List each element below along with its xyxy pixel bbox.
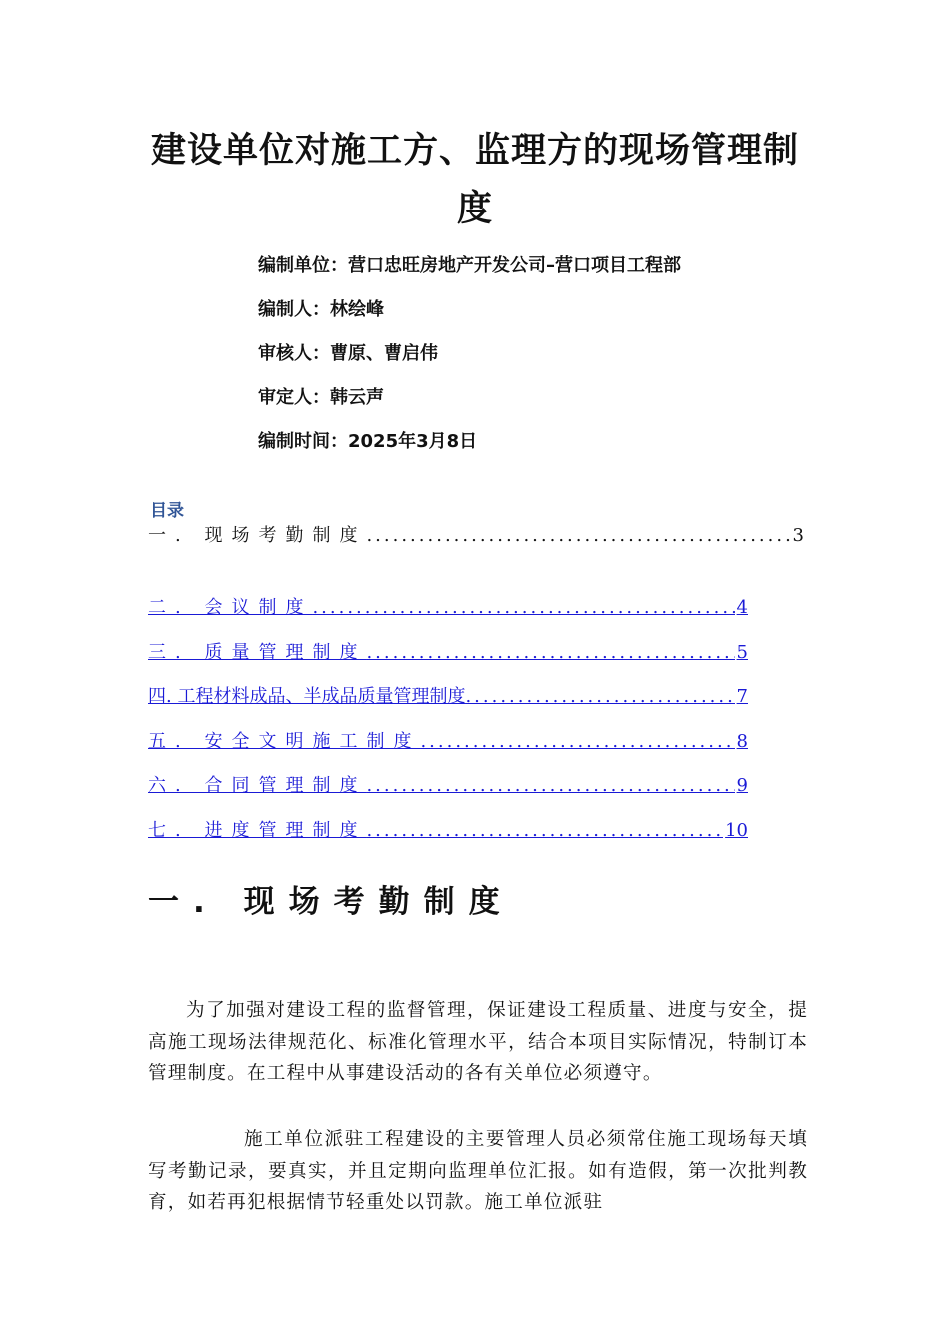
toc-link[interactable] xyxy=(148,819,748,843)
toc-entry-label: 五. 安全文明施工制度 xyxy=(148,731,421,752)
toc-link[interactable] xyxy=(148,596,748,620)
toc-entry-page: 5 xyxy=(736,642,748,663)
document-meta xyxy=(258,244,681,464)
toc-leader-dots xyxy=(366,819,723,843)
toc-link[interactable] xyxy=(148,730,748,754)
meta-date: 编制时间：2025年3月8日 xyxy=(258,431,478,452)
toc-leader-dots xyxy=(366,524,790,548)
meta-author: 编制人：林绘峰 xyxy=(258,299,384,320)
toc-entry-page: 4 xyxy=(736,597,748,618)
toc-heading: 目录 xyxy=(150,501,184,521)
section-heading: 一. 现场考勤制度 xyxy=(148,884,514,920)
meta-reviewer: 审核人：曹原、曹启伟 xyxy=(258,343,438,364)
toc-leader-dots xyxy=(420,730,734,754)
document-title: 建设单位对施工方、监理方的现场管理制度 xyxy=(150,131,799,229)
toc-entry-label: 四. 工程材料成品、半成品质量管理制度 xyxy=(148,686,466,707)
body-paragraph: 施工单位派驻工程建设的主要管理人员必须常住施工现场每天填写考勤记录，要真实，并且定期向监理单位汇报。如有造假，第一次批判教育，如若再犯根据情节轻重处以罚款。施工单位派驻 xyxy=(148,1129,808,1213)
toc-entry-label: 二. 会议制度 xyxy=(148,597,313,618)
toc-leader-dots xyxy=(366,641,734,665)
toc-leader-dots xyxy=(465,685,734,709)
toc-entry-label: 七. 进度管理制度 xyxy=(148,820,367,841)
toc-entry-page: 10 xyxy=(725,820,748,841)
meta-unit: 编制单位：营口忠旺房地产开发公司–营口项目工程部 xyxy=(258,255,681,276)
toc-entry-page: 9 xyxy=(736,775,748,796)
toc-leader-dots xyxy=(366,774,734,798)
body-paragraph: 为了加强对建设工程的监督管理，保证建设工程质量、进度与安全，提高施工现场法律规范化、标准化管理水平，结合本项目实际情况，特制订本管理制度。在工程中从事建设活动的各有关单位必须遵守。 xyxy=(148,1000,808,1084)
toc-link[interactable] xyxy=(148,685,748,709)
toc-entry-page: 3 xyxy=(792,525,804,546)
toc-entry-page: 8 xyxy=(736,731,748,752)
toc-link[interactable] xyxy=(148,641,748,665)
toc-entry-page: 7 xyxy=(736,686,748,707)
toc-entry[interactable] xyxy=(148,524,804,548)
toc-entry-label: 三. 质量管理制度 xyxy=(148,642,367,663)
toc-entry-label: 一. 现场考勤制度 xyxy=(148,525,367,546)
toc-leader-dots xyxy=(312,596,734,620)
toc-link[interactable] xyxy=(148,774,748,798)
meta-approver: 审定人：韩云声 xyxy=(258,387,384,408)
toc-entry-label: 六. 合同管理制度 xyxy=(148,775,367,796)
